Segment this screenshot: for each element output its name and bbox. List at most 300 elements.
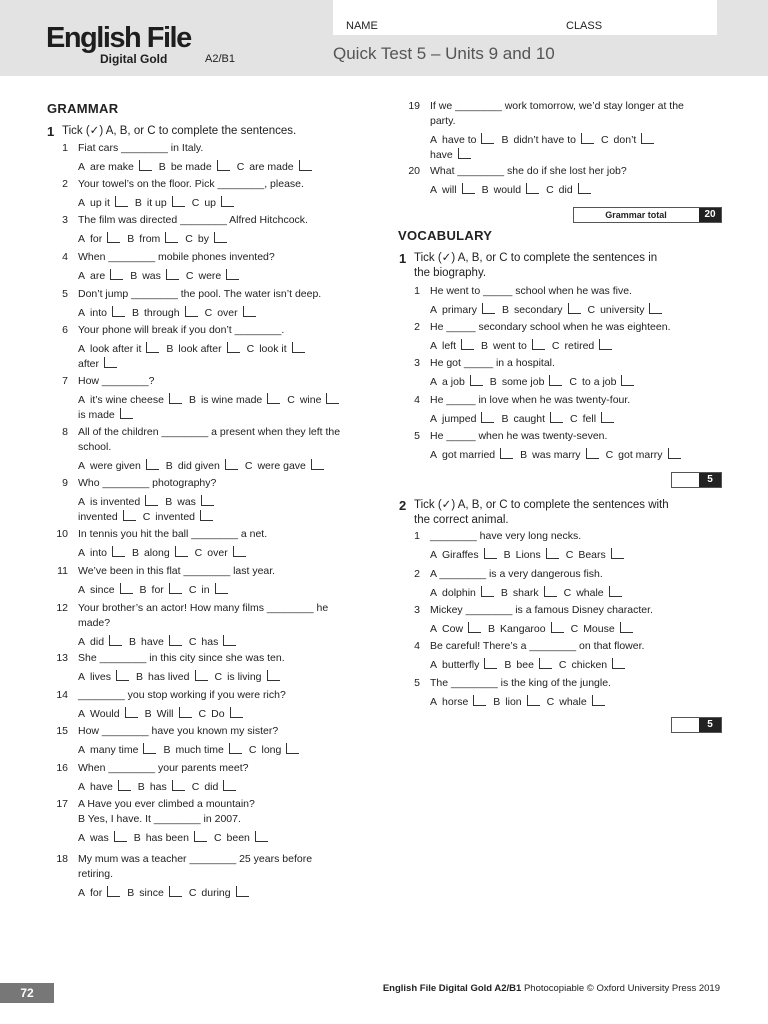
option-letter: B xyxy=(127,233,135,245)
option-letter: B xyxy=(501,413,509,425)
option-c-checkbox[interactable] xyxy=(233,546,246,557)
option-b-checkbox[interactable] xyxy=(217,160,230,171)
answer-options xyxy=(78,459,331,474)
option-b-checkbox[interactable] xyxy=(581,133,594,144)
option-b-checkbox[interactable] xyxy=(568,303,581,314)
question-number: 1 xyxy=(414,285,420,297)
answer-options xyxy=(430,133,661,148)
question-number: 2 xyxy=(414,321,420,333)
option-b-checkbox[interactable] xyxy=(532,339,545,350)
option-b-checkbox[interactable] xyxy=(551,622,564,633)
option-b-checkbox[interactable] xyxy=(586,448,599,459)
answer-options xyxy=(78,780,243,795)
question-text: How ________? xyxy=(78,375,155,387)
question-text: My mum was a teacher ________ 25 years before xyxy=(78,853,313,865)
option-letter: A xyxy=(430,449,438,461)
option-c-checkbox[interactable] xyxy=(601,412,614,423)
option-text: horse xyxy=(442,696,469,708)
option-text: has been xyxy=(145,832,189,844)
option-text: jumped xyxy=(442,413,477,425)
question-text: Your brother’s an actor! How many films ________ he xyxy=(78,602,329,614)
option-letter: A xyxy=(78,781,86,793)
option-a-checkbox[interactable] xyxy=(125,707,138,718)
option-letter: B xyxy=(139,584,147,596)
option-text: along xyxy=(143,547,170,559)
option-a-checkbox[interactable] xyxy=(107,886,120,897)
question-number: 3 xyxy=(414,357,420,369)
option-text: up xyxy=(204,197,217,209)
option-a-checkbox[interactable] xyxy=(461,339,474,350)
option-letter: A xyxy=(430,623,438,635)
option-text: invented xyxy=(155,511,195,523)
option-letter: B xyxy=(129,636,137,648)
option-letter: A xyxy=(78,708,86,720)
option-checkbox[interactable] xyxy=(104,357,117,368)
option-checkbox[interactable] xyxy=(120,408,133,419)
option-text: are made xyxy=(249,161,294,173)
option-letter: A xyxy=(430,696,438,708)
option-text: for xyxy=(90,233,103,245)
question-text: He _____ secondary school when he was eighteen. xyxy=(430,321,671,333)
option-letter: B xyxy=(166,343,174,355)
option-letter: B xyxy=(481,184,489,196)
answer-options xyxy=(78,546,253,561)
option-text: since xyxy=(90,584,115,596)
option-letter: A xyxy=(430,304,438,316)
option-text: have xyxy=(141,636,164,648)
option-text: is wine made xyxy=(200,394,263,406)
option-letter: C xyxy=(214,671,223,683)
option-text: retired xyxy=(564,340,595,352)
option-letter: C xyxy=(563,587,572,599)
option-a-checkbox[interactable] xyxy=(112,546,125,557)
answer-options xyxy=(78,583,235,598)
option-text: whale xyxy=(559,696,587,708)
option-letter: C xyxy=(236,161,245,173)
question-text: school. xyxy=(78,441,112,453)
option-text: went to xyxy=(493,340,527,352)
option-letter: A xyxy=(78,394,86,406)
answer-options xyxy=(78,269,246,284)
question-number: 5 xyxy=(62,288,68,300)
brand-logo: English File xyxy=(46,22,191,54)
answer-options xyxy=(78,886,256,901)
question-text: Mickey ________ is a famous Disney character. xyxy=(430,604,653,616)
question-text: The ________ is the king of the jungle. xyxy=(430,677,611,689)
option-letter: C xyxy=(142,511,151,523)
answer-options-continued xyxy=(78,357,124,372)
option-letter: A xyxy=(430,184,438,196)
option-text: Lions xyxy=(515,549,541,561)
option-b-checkbox[interactable] xyxy=(179,707,192,718)
question-number: 7 xyxy=(62,375,68,387)
question-number: 4 xyxy=(414,394,420,406)
question-text: made? xyxy=(78,617,111,629)
option-a-checkbox[interactable] xyxy=(107,232,120,243)
option-text: wine xyxy=(299,394,322,406)
option-c-checkbox[interactable] xyxy=(230,707,243,718)
option-text: did xyxy=(204,781,219,793)
option-text: has xyxy=(149,781,167,793)
page-number: 72 xyxy=(0,983,54,1003)
option-c-checkbox[interactable] xyxy=(223,780,236,791)
question-text: Who ________ photography? xyxy=(78,477,217,489)
option-letter: A xyxy=(78,270,86,282)
option-c-checkbox[interactable] xyxy=(620,622,633,633)
question-text: He got _____ in a hospital. xyxy=(430,357,555,369)
option-text: much time xyxy=(175,744,224,756)
answer-options xyxy=(430,448,688,463)
option-text: would xyxy=(493,184,522,196)
option-c-checkbox[interactable] xyxy=(599,339,612,350)
option-letter: B xyxy=(133,832,141,844)
option-b-checkbox[interactable] xyxy=(194,831,207,842)
option-b-checkbox[interactable] xyxy=(229,743,242,754)
option-text: didn’t have to xyxy=(513,134,576,146)
question-number: 19 xyxy=(408,100,420,112)
option-a-checkbox[interactable] xyxy=(481,586,494,597)
option-c-checkbox[interactable] xyxy=(221,196,234,207)
question-number: 1 xyxy=(414,530,420,542)
option-letter: B xyxy=(481,340,489,352)
option-b-checkbox[interactable] xyxy=(546,548,559,559)
option-c-checkbox[interactable] xyxy=(223,635,236,646)
option-text: did xyxy=(90,636,105,648)
option-c-checkbox[interactable] xyxy=(326,393,339,404)
option-a-checkbox[interactable] xyxy=(481,412,494,423)
option-letter: C xyxy=(546,184,554,196)
answer-options xyxy=(78,342,312,357)
option-letter: C xyxy=(188,584,197,596)
option-letter: C xyxy=(558,659,567,671)
option-letter: B xyxy=(520,449,528,461)
option-text: caught xyxy=(513,413,546,425)
question-text: He _____ when he was twenty-seven. xyxy=(430,430,608,442)
option-letter: C xyxy=(198,708,207,720)
question-text: In tennis you hit the ball ________ a net. xyxy=(78,528,268,540)
answer-options-continued xyxy=(78,408,140,423)
option-c-checkbox[interactable] xyxy=(299,160,312,171)
option-text: look after it xyxy=(90,343,142,355)
option-a-checkbox[interactable] xyxy=(109,635,122,646)
option-letter: C xyxy=(570,413,578,425)
option-letter: C xyxy=(188,636,197,648)
option-text: fell xyxy=(582,413,597,425)
option-letter: B xyxy=(165,460,173,472)
option-text: it’s wine cheese xyxy=(90,394,164,406)
question-text: The film was directed ________ Alfred Hitchcock. xyxy=(78,214,308,226)
option-text: from xyxy=(139,233,161,245)
option-c-checkbox[interactable] xyxy=(286,743,299,754)
grammar-total-score: 20 xyxy=(699,208,721,222)
option-b-checkbox[interactable] xyxy=(166,269,179,280)
option-text: in xyxy=(201,584,210,596)
option-b-checkbox[interactable] xyxy=(227,342,240,353)
option-letter: B xyxy=(503,549,511,561)
option-text: was xyxy=(90,832,109,844)
option-b-checkbox[interactable] xyxy=(165,232,178,243)
option-c-checkbox[interactable] xyxy=(200,510,213,521)
option-b-checkbox[interactable] xyxy=(539,658,552,669)
grammar-heading: GRAMMAR xyxy=(47,101,119,116)
option-checkbox[interactable] xyxy=(458,148,471,159)
question-text: He went to _____ school when he was five. xyxy=(430,285,632,297)
question-text: We’ve been in this flat ________ last year. xyxy=(78,565,276,577)
answer-options xyxy=(430,303,669,318)
option-c-checkbox[interactable] xyxy=(668,448,681,459)
option-b-checkbox[interactable] xyxy=(549,375,562,386)
option-c-checkbox[interactable] xyxy=(255,831,268,842)
option-b-checkbox[interactable] xyxy=(169,886,182,897)
option-text: a job xyxy=(442,376,465,388)
option-b-checkbox[interactable] xyxy=(201,495,214,506)
question-text: A ________ is a very dangerous fish. xyxy=(430,568,603,580)
question-text: He _____ in love when he was twenty-four. xyxy=(430,394,631,406)
answer-options-continued xyxy=(78,510,220,525)
option-c-checkbox[interactable] xyxy=(292,342,305,353)
question-text: Your towel’s on the floor. Pick ________, please. xyxy=(78,178,304,190)
option-a-checkbox[interactable] xyxy=(143,743,156,754)
option-letter: A xyxy=(78,197,86,209)
answer-options xyxy=(78,831,275,846)
option-c-checkbox[interactable] xyxy=(226,269,239,280)
option-text: are xyxy=(90,270,106,282)
option-c-checkbox[interactable] xyxy=(215,583,228,594)
option-text: for xyxy=(90,887,103,899)
question-text: How ________ have you known my sister? xyxy=(78,725,279,737)
option-b-checkbox[interactable] xyxy=(544,586,557,597)
question-text: All of the children ________ a present when they left the xyxy=(78,426,341,438)
option-a-checkbox[interactable] xyxy=(116,670,129,681)
option-text: it up xyxy=(146,197,167,209)
name-class-box xyxy=(333,0,717,35)
option-a-checkbox[interactable] xyxy=(112,306,125,317)
option-text: is living xyxy=(227,671,262,683)
option-text: did xyxy=(558,184,573,196)
option-text-continued: invented xyxy=(78,511,118,523)
option-letter: B xyxy=(504,659,512,671)
option-text: since xyxy=(139,887,164,899)
option-c-checkbox[interactable] xyxy=(311,459,324,470)
grammar-total-box xyxy=(573,207,722,223)
option-b-checkbox[interactable] xyxy=(267,393,280,404)
option-text: is invented xyxy=(90,496,141,508)
option-letter: A xyxy=(430,587,438,599)
question-text: party. xyxy=(430,115,456,127)
option-text: has lived xyxy=(148,671,190,683)
option-text: some job xyxy=(501,376,545,388)
answer-options xyxy=(430,183,598,198)
option-letter: A xyxy=(78,547,86,559)
option-text: were given xyxy=(90,460,141,472)
question-number: 13 xyxy=(56,652,68,664)
option-text: don’t xyxy=(613,134,637,146)
option-letter: A xyxy=(78,744,86,756)
option-a-checkbox[interactable] xyxy=(500,448,513,459)
question-text: What ________ she do if she lost her job? xyxy=(430,165,627,177)
option-a-checkbox[interactable] xyxy=(462,183,475,194)
option-letter: B xyxy=(502,304,510,316)
answer-options xyxy=(430,412,621,427)
option-c-checkbox[interactable] xyxy=(578,183,591,194)
vocab-ex1-score: 5 xyxy=(699,473,721,487)
option-text: through xyxy=(143,307,180,319)
question-number: 8 xyxy=(62,426,68,438)
option-letter: C xyxy=(246,343,255,355)
option-b-checkbox[interactable] xyxy=(172,196,185,207)
option-text-continued: have xyxy=(430,149,453,161)
option-text: lion xyxy=(505,696,522,708)
answer-options xyxy=(78,743,306,758)
option-letter: B xyxy=(500,587,508,599)
option-a-checkbox[interactable] xyxy=(139,160,152,171)
option-b-checkbox[interactable] xyxy=(195,670,208,681)
option-a-checkbox[interactable] xyxy=(146,459,159,470)
question-text: When ________ mobile phones invented? xyxy=(78,251,275,263)
option-a-checkbox[interactable] xyxy=(110,269,123,280)
option-letter: A xyxy=(78,832,86,844)
option-b-checkbox[interactable] xyxy=(185,306,198,317)
option-text: was xyxy=(177,496,196,508)
option-c-checkbox[interactable] xyxy=(236,886,249,897)
option-letter: C xyxy=(565,549,574,561)
option-text: secondary xyxy=(514,304,563,316)
option-c-checkbox[interactable] xyxy=(609,586,622,597)
option-text: Bears xyxy=(578,549,606,561)
vocab-ex2-score-box xyxy=(671,717,722,733)
option-letter: B xyxy=(163,744,171,756)
option-b-checkbox[interactable] xyxy=(169,583,182,594)
option-text: chicken xyxy=(571,659,608,671)
option-b-checkbox[interactable] xyxy=(550,412,563,423)
option-letter: C xyxy=(185,270,194,282)
grammar-instruction: 1 Tick (✓) A, B, or C to complete the sentences. xyxy=(47,124,297,139)
class-label: CLASS xyxy=(566,20,603,32)
option-letter: B xyxy=(144,708,152,720)
question-text: When ________ your parents meet? xyxy=(78,762,249,774)
option-letter: A xyxy=(78,887,86,899)
option-a-checkbox[interactable] xyxy=(482,303,495,314)
option-text: whale xyxy=(576,587,604,599)
option-text-continued: after xyxy=(78,358,100,370)
option-c-checkbox[interactable] xyxy=(649,303,662,314)
option-a-checkbox[interactable] xyxy=(473,695,486,706)
option-a-checkbox[interactable] xyxy=(470,375,483,386)
question-number: 17 xyxy=(56,798,68,810)
option-a-checkbox[interactable] xyxy=(118,780,131,791)
vocab-ex1-score-box xyxy=(671,472,722,488)
question-text: A Have you ever climbed a mountain? xyxy=(78,798,255,810)
option-a-checkbox[interactable] xyxy=(115,196,128,207)
option-text: into xyxy=(90,547,107,559)
answer-options xyxy=(78,635,243,650)
grammar-total-label: Grammar total xyxy=(605,210,667,220)
option-letter: A xyxy=(78,584,86,596)
option-letter: A xyxy=(78,671,86,683)
option-a-checkbox[interactable] xyxy=(145,495,158,506)
option-letter: A xyxy=(78,307,86,319)
option-text: Would xyxy=(90,708,120,720)
question-number: 9 xyxy=(62,477,68,489)
option-c-checkbox[interactable] xyxy=(611,548,624,559)
answer-options xyxy=(430,548,631,563)
option-text: Do xyxy=(211,708,225,720)
option-letter: B xyxy=(501,134,509,146)
option-a-checkbox[interactable] xyxy=(484,548,497,559)
option-a-checkbox[interactable] xyxy=(114,831,127,842)
option-text: were xyxy=(198,270,222,282)
question-number: 1 xyxy=(62,142,68,154)
option-a-checkbox[interactable] xyxy=(468,622,481,633)
option-b-checkbox[interactable] xyxy=(526,183,539,194)
option-text: many time xyxy=(90,744,139,756)
question-text: Be careful! There’s a ________ on that flower. xyxy=(430,640,645,652)
option-letter: A xyxy=(430,340,438,352)
option-c-checkbox[interactable] xyxy=(641,133,654,144)
option-letter: A xyxy=(430,659,438,671)
option-text: dolphin xyxy=(442,587,476,599)
question-text: B Yes, I have. It ________ in 2007. xyxy=(78,813,241,825)
question-text: ________ have very long necks. xyxy=(430,530,582,542)
option-text: been xyxy=(226,832,250,844)
option-letter: A xyxy=(78,343,86,355)
question-number: 5 xyxy=(414,430,420,442)
answer-options-continued xyxy=(430,148,478,163)
option-letter: C xyxy=(194,547,203,559)
option-a-checkbox[interactable] xyxy=(120,583,133,594)
option-b-checkbox[interactable] xyxy=(527,695,540,706)
option-c-checkbox[interactable] xyxy=(592,695,605,706)
answer-options xyxy=(78,196,241,211)
option-text: left xyxy=(442,340,457,352)
vocab-ex1-instruction: 1 Tick (✓) A, B, or C to complete the sentences in the biography. xyxy=(399,251,658,279)
option-letter: A xyxy=(78,460,86,472)
option-text: up it xyxy=(90,197,110,209)
option-letter: A xyxy=(78,496,86,508)
vocabulary-heading: VOCABULARY xyxy=(398,228,493,243)
option-text: have to xyxy=(442,134,477,146)
option-letter: C xyxy=(600,134,609,146)
option-c-checkbox[interactable] xyxy=(243,306,256,317)
answer-options xyxy=(430,658,632,673)
option-text: Cow xyxy=(442,623,464,635)
option-a-checkbox[interactable] xyxy=(481,133,494,144)
question-number: 15 xyxy=(56,725,68,737)
option-c-checkbox[interactable] xyxy=(612,658,625,669)
option-c-checkbox[interactable] xyxy=(267,670,280,681)
option-text: be made xyxy=(170,161,212,173)
option-text: to a job xyxy=(582,376,617,388)
option-b-checkbox[interactable] xyxy=(172,780,185,791)
option-text: are make xyxy=(90,161,134,173)
option-letter: A xyxy=(78,636,86,648)
option-c-checkbox[interactable] xyxy=(621,375,634,386)
option-a-checkbox[interactable] xyxy=(146,342,159,353)
option-b-checkbox[interactable] xyxy=(175,546,188,557)
option-b-checkbox[interactable] xyxy=(225,459,238,470)
option-a-checkbox[interactable] xyxy=(484,658,497,669)
answer-options xyxy=(430,339,619,354)
option-c-checkbox[interactable] xyxy=(214,232,227,243)
option-a-checkbox[interactable] xyxy=(169,393,182,404)
question-text: Don’t jump ________ the pool. The water isn’t deep. xyxy=(78,288,322,300)
question-number: 14 xyxy=(56,689,68,701)
option-b-checkbox[interactable] xyxy=(169,635,182,646)
option-text: over xyxy=(207,547,228,559)
question-number: 10 xyxy=(56,528,68,540)
answer-options xyxy=(78,306,263,321)
option-checkbox[interactable] xyxy=(123,510,136,521)
